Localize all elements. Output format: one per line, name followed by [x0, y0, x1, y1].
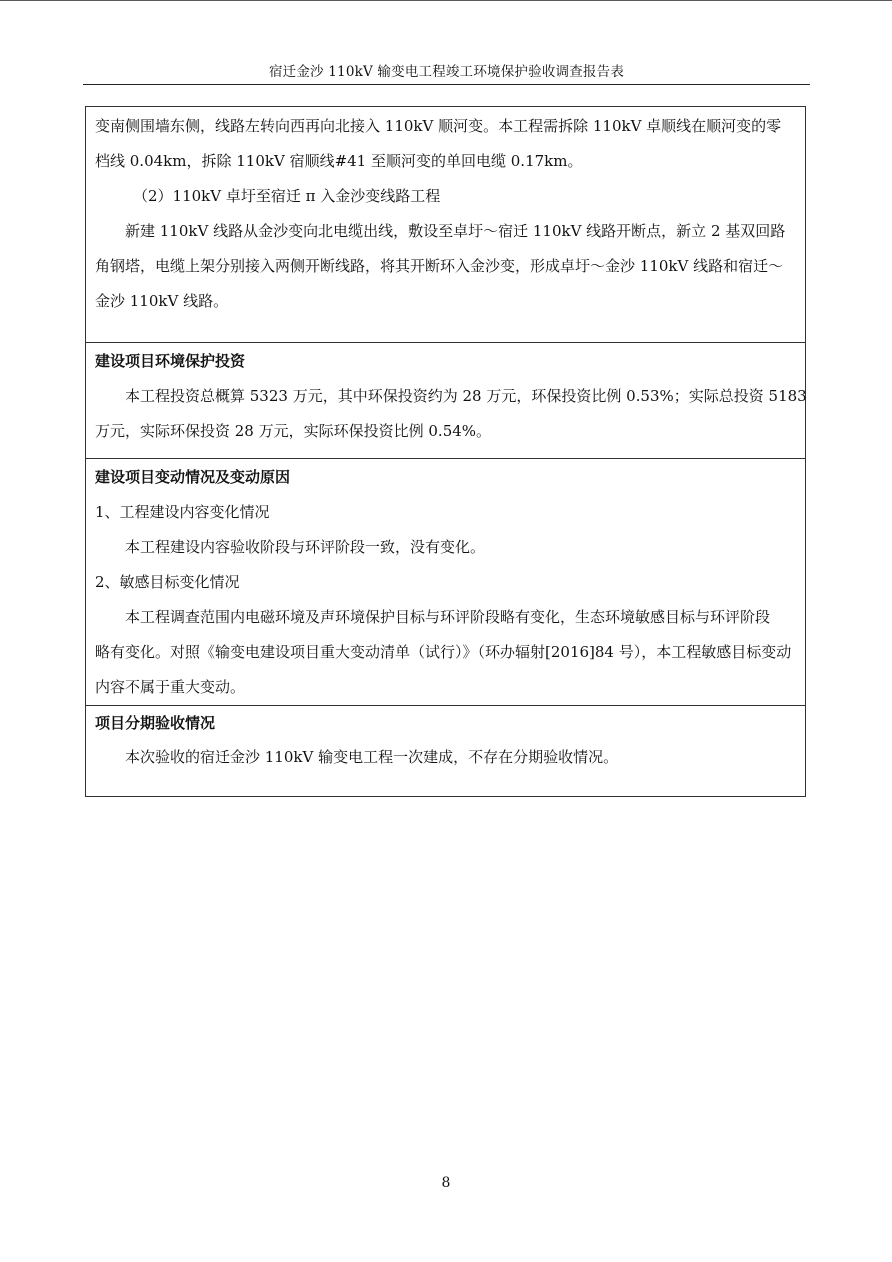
changes-text-line: 略有变化。对照《输变电建设项目重大变动清单（试行）》（环办辐射[2016]84 号），本工程敏感目标变动	[95, 643, 792, 661]
changes-subheading: 2、敏感目标变化情况	[95, 573, 240, 591]
phased-acceptance-section	[86, 705, 805, 798]
changes-text-line: 内容不属于重大变动。	[95, 678, 246, 696]
report-title: 宿迁金沙 110kV 输变电工程竣工环境保护验收调查报告表	[268, 64, 625, 80]
report-header	[83, 58, 810, 85]
route-description-section	[86, 107, 805, 342]
investment-text-line: 万元，实际环保投资 28 万元，实际环保投资比例 0.54%。	[95, 422, 492, 440]
section-heading: 建设项目变动情况及变动原因	[95, 468, 291, 486]
route-text-line: 新建 110kV 线路从金沙变向北电缆出线，敷设至卓圩～宿迁 110kV 线路开断点，新立 2 基双回路	[125, 222, 786, 240]
changes-subheading: 1、工程建设内容变化情况	[95, 503, 270, 521]
route-subtitle: （2）110kV 卓圩至宿迁 π 入金沙变线路工程	[133, 187, 441, 205]
environmental-investment-section	[86, 342, 805, 458]
route-text-line: 金沙 110kV 线路。	[95, 292, 229, 310]
section-heading: 建设项目环境保护投资	[95, 352, 246, 370]
phased-text-line: 本次验收的宿迁金沙 110kV 输变电工程一次建成，不存在分期验收情况。	[125, 748, 619, 766]
route-text-line: 变南侧围墙东侧，线路左转向西再向北接入 110kV 顺河变。本工程需拆除 110kV 卓顺线在顺河变的零	[95, 117, 782, 135]
changes-text-line: 本工程调查范围内电磁环境及声环境保护目标与环评阶段略有变化，生态环境敏感目标与环评阶段	[125, 608, 771, 626]
project-changes-section	[86, 458, 805, 705]
route-text-line: 档线 0.04km，拆除 110kV 宿顺线#41 至顺河变的单回电缆 0.17km。	[95, 152, 583, 170]
investment-text-line: 本工程投资总概算 5323 万元，其中环保投资约为 28 万元，环保投资比例 0.53%；实际总投资 5183	[125, 387, 807, 405]
page-number: 8	[441, 1175, 451, 1191]
route-text-line: 角钢塔，电缆上架分别接入两侧开断线路，将其开断环入金沙变，形成卓圩～金沙 110kV 线路和宿迁～	[95, 257, 784, 275]
page-top-border	[0, 0, 892, 1]
section-heading: 项目分期验收情况	[95, 714, 216, 732]
changes-text-line: 本工程建设内容验收阶段与环评阶段一致，没有变化。	[125, 538, 486, 556]
report-table	[85, 106, 806, 797]
